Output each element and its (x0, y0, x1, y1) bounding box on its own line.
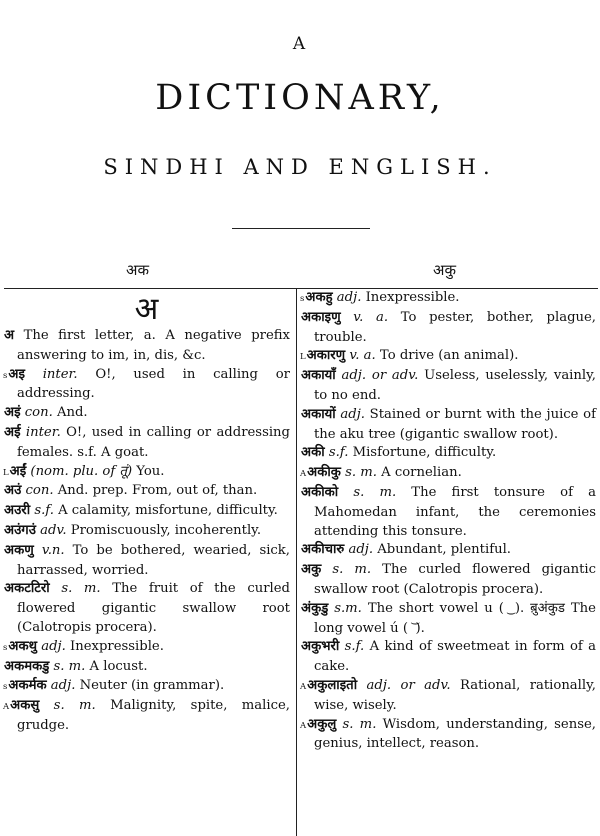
dictionary-entry (300, 464, 596, 484)
entry-headword: अइ (8, 366, 25, 382)
entry-headword: अकुलाइतो (307, 677, 358, 693)
dictionary-entry (300, 444, 596, 464)
dictionary-entry (300, 600, 596, 639)
title-subtitle: SINDHI AND ENGLISH. (103, 155, 497, 179)
source-marker: s (3, 642, 8, 653)
entry-definition: A calamity, misfortune, difficulty. (53, 503, 278, 519)
running-head-right: अकु (433, 261, 456, 279)
entry-definition: To pester, bother, plague, trouble. (314, 309, 596, 345)
entry-definition: Stained or burnt with the juice of the aku tree (gigantic swallow root). (314, 406, 596, 442)
entry-headword: अकर्मक (8, 678, 47, 694)
part-of-speech: s. m. (342, 716, 377, 732)
entry-headword: अकीको (301, 484, 339, 500)
part-of-speech: s. m. (61, 581, 101, 597)
dictionary-entry (3, 638, 290, 658)
column-divider (296, 289, 297, 836)
part-of-speech: inter. (25, 424, 61, 440)
dictionary-entry (3, 677, 290, 697)
entry-headword: अकायों (301, 406, 336, 422)
entry-headword: अकमकडु (4, 658, 50, 674)
dictionary-entry (300, 484, 596, 541)
entry-definition: A cornelian. (376, 465, 462, 481)
entry-headword: अकणु (4, 542, 34, 558)
entry-definition: Neuter (in grammar). (75, 678, 225, 694)
dictionary-entry (3, 463, 290, 483)
right-entries (300, 289, 596, 754)
entry-definition: O!, used in calling or addressing. (17, 366, 290, 402)
part-of-speech: adj. (348, 542, 374, 558)
entry-headword: अकहु (305, 290, 333, 305)
dictionary-entry (300, 347, 596, 367)
entry-definition: The curled flowered gigantic swallow root (Calotropis procera). (314, 562, 596, 597)
dictionary-entry (3, 658, 290, 678)
source-marker: A (3, 702, 10, 713)
entry-headword: अकुभरी (301, 639, 340, 655)
entry-definition: The fruit of the curled flowered gigantic swallow root (Calotropis procera). (17, 581, 290, 635)
entry-definition: And. prep. From, out of, than. (53, 483, 258, 499)
source-marker: L (3, 467, 9, 478)
dictionary-entry (3, 482, 290, 502)
entry-definition: Inexpressible. (361, 290, 460, 305)
part-of-speech: s. m. (353, 484, 397, 500)
part-of-speech: s.f. (328, 445, 349, 461)
right-column (300, 289, 596, 754)
dictionary-entry (3, 542, 290, 581)
entry-definition: Useless, uselessly, vainly, to no end. (314, 368, 597, 403)
part-of-speech: s.f. (344, 639, 365, 655)
entry-definition: O!, used in calling or addressing females. s.f. A goat. (17, 424, 290, 460)
entry-definition: Misfortune, difficulty. (348, 445, 497, 461)
part-of-speech: adj. (50, 678, 76, 694)
entry-headword: अइं (4, 405, 21, 421)
entry-headword: अकुलु (307, 716, 337, 732)
entry-definition: Inexpressible. (65, 638, 164, 654)
entry-definition: The first letter, a. A negative prefix answering to im, in, dis, &c. (17, 328, 290, 363)
source-marker: L (300, 352, 306, 363)
entry-definition: To be bothered, wearied, sick, harrassed, worried. (17, 542, 290, 578)
entry-headword: अकाइणु (301, 309, 341, 325)
entry-headword: अउं (4, 483, 22, 499)
dictionary-entry (300, 541, 596, 561)
dictionary-entry (3, 502, 290, 522)
part-of-speech: s. m. (53, 698, 96, 714)
part-of-speech: adj. or adv. (341, 368, 419, 384)
part-of-speech: adj. or adv. (366, 677, 451, 693)
title-rule (232, 228, 370, 229)
part-of-speech: v. a. (353, 309, 389, 325)
source-marker: A (300, 469, 307, 480)
source-marker: s (3, 682, 8, 693)
title-dictionary: DICTIONARY, (155, 78, 445, 118)
dictionary-entry (3, 522, 290, 542)
entry-headword: अकायाँ (301, 368, 336, 384)
entry-definition: Abundant, plentiful. (373, 542, 511, 558)
source-marker: s (300, 294, 305, 304)
entry-headword: अकु (301, 562, 322, 578)
entry-definition: A kind of sweetmeat in form of a cake. (314, 639, 596, 675)
entry-definition: A locust. (85, 658, 148, 674)
dictionary-entry (300, 289, 596, 309)
entry-headword: अ (4, 328, 15, 343)
entry-headword: अकीचारु (301, 542, 345, 558)
part-of-speech: adv. (40, 522, 67, 538)
part-of-speech: s. m. (345, 465, 377, 481)
entry-definition: You. (132, 463, 165, 479)
part-of-speech: s. m. (332, 562, 372, 578)
left-entries (3, 327, 290, 736)
part-of-speech: adj. (340, 406, 365, 422)
source-marker: s (3, 370, 8, 381)
entry-headword: अकारणु (306, 348, 346, 364)
entry-definition: Wisdom, understanding, sense, genius, intellect, reason. (314, 716, 596, 752)
dictionary-entry (300, 406, 596, 445)
part-of-speech: s. m. (53, 658, 86, 674)
part-of-speech: (nom. plu. of तूं) (30, 463, 133, 479)
source-marker: A (300, 681, 307, 692)
dictionary-entry (3, 366, 290, 405)
entry-definition: The short vowel u ( ͜ ). ब़ुअंकुड The long vowel ú ( ͝ ). (314, 600, 596, 636)
entry-headword: अई (4, 424, 21, 440)
entry-headword: अकी (301, 445, 325, 461)
dictionary-entry (3, 424, 290, 463)
entry-definition: To drive (an animal). (375, 348, 519, 364)
entry-headword: अईं (9, 463, 27, 479)
entry-definition: And. (52, 405, 88, 421)
dictionary-entry (300, 677, 596, 716)
entry-headword: अकसु (10, 698, 40, 714)
source-marker: A (300, 720, 307, 731)
part-of-speech: s.m. (334, 600, 362, 616)
dictionary-entry (3, 697, 290, 736)
part-of-speech: con. (24, 405, 53, 421)
dictionary-entry (3, 404, 290, 424)
running-head-left: अक (126, 261, 149, 279)
dictionary-entry (3, 580, 290, 637)
entry-headword: अउरी (4, 503, 31, 519)
part-of-speech: v.n. (41, 542, 65, 558)
dictionary-entry (300, 367, 596, 406)
entry-headword: अंकुडु (301, 600, 329, 616)
part-of-speech: inter. (42, 366, 78, 382)
entry-definition: The first tonsure of a Mahomedan infant, the ceremonies attending this tonsure. (314, 484, 596, 539)
part-of-speech: con. (25, 483, 54, 499)
dictionary-entry (300, 638, 596, 677)
dictionary-entry (3, 327, 290, 366)
entry-definition: Malignity, spite, malice, grudge. (17, 698, 290, 733)
part-of-speech: adj. (41, 638, 66, 654)
dictionary-entry (300, 561, 596, 600)
title-letter-a: A (292, 34, 308, 54)
entry-headword: अकथु (8, 638, 38, 654)
entry-definition: Rational, rationally, wise, wisely. (314, 677, 596, 713)
entry-definition: Promiscuously, incoherently. (66, 522, 262, 538)
part-of-speech: v. a. (349, 348, 376, 364)
section-letter: अ (134, 291, 159, 327)
dictionary-entry (300, 309, 596, 348)
left-column (3, 289, 290, 736)
entry-headword: अकटटिरो (4, 581, 50, 597)
part-of-speech: adj. (336, 290, 362, 305)
entry-headword: अउंगउं (4, 522, 36, 538)
part-of-speech: s.f. (34, 503, 54, 519)
dictionary-entry (300, 716, 596, 755)
entry-headword: अकीकु (307, 465, 341, 481)
